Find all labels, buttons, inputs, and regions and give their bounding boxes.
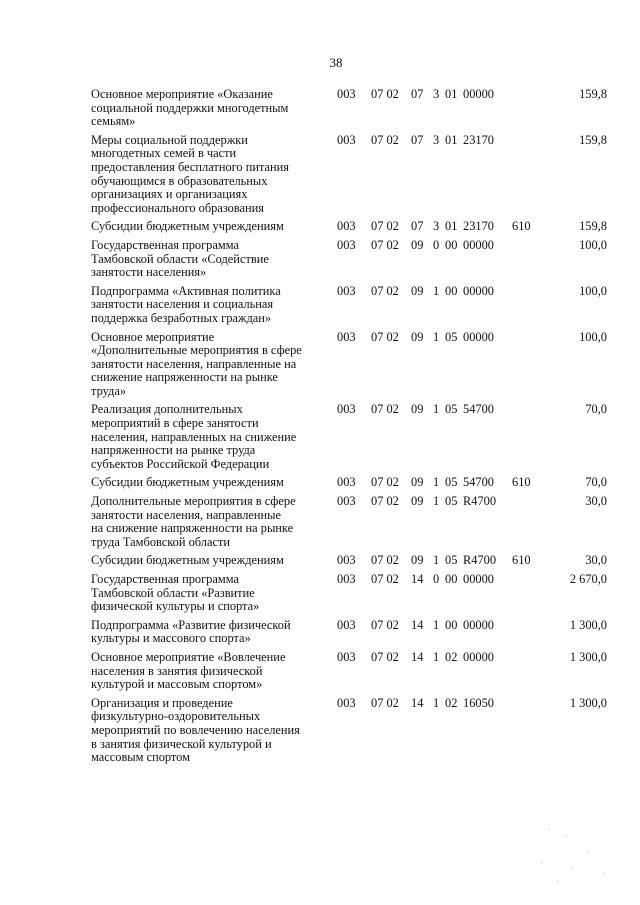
event-code: 00	[445, 237, 458, 252]
direction-code: 54700	[463, 402, 494, 417]
row-description	[91, 495, 327, 549]
description-line: Дополнительные мероприятия в сфере	[91, 494, 296, 509]
program-code: 09	[411, 237, 424, 252]
direction-code: 00000	[463, 649, 494, 664]
event-code: 05	[445, 553, 458, 568]
row-description	[91, 619, 327, 646]
expense-type-code: 610	[512, 475, 531, 490]
section-code: 07 02	[371, 572, 399, 586]
subprogram-code: 0	[433, 572, 440, 586]
amount: 159,8	[579, 87, 607, 101]
description-line: физической культуры и спорта»	[91, 599, 260, 614]
table-row	[91, 239, 611, 280]
description-line: снижение напряженности на рынке	[91, 370, 278, 385]
direction-code: 54700	[463, 475, 494, 490]
amount: 2 670,0	[569, 572, 607, 586]
description-line: культуры и массового спорта»	[91, 631, 251, 646]
row-description	[91, 331, 327, 399]
direction-code: 00000	[463, 329, 494, 344]
section-code: 07 02	[371, 87, 399, 101]
section-code: 07 02	[371, 695, 399, 710]
subprogram-code: 1	[433, 553, 440, 568]
amount: 159,8	[579, 219, 607, 234]
event-code: 01	[445, 219, 458, 234]
row-description	[91, 88, 327, 129]
row-description	[91, 573, 327, 614]
section-code: 07 02	[371, 237, 399, 252]
program-code: 09	[411, 283, 424, 298]
section-code: 07 02	[371, 329, 399, 344]
description-line: субъектов Российской Федерации	[91, 456, 270, 471]
description-line: «Дополнительные мероприятия в сфере	[91, 343, 302, 358]
table-row	[91, 285, 611, 326]
ministry-code: 003	[337, 87, 356, 101]
subprogram-code: 1	[433, 695, 440, 710]
ministry-code: 003	[337, 237, 356, 252]
description-line: Государственная программа	[91, 572, 239, 586]
section-code: 07 02	[371, 219, 399, 234]
table-row	[91, 476, 611, 490]
amount: 100,0	[579, 329, 607, 344]
expense-type-code: 610	[512, 553, 531, 568]
expense-type-code: 610	[512, 219, 531, 234]
direction-code: 23170	[463, 132, 494, 147]
description-line: Реализация дополнительных	[91, 402, 243, 417]
amount: 70,0	[585, 402, 607, 417]
event-code: 05	[445, 494, 458, 509]
event-code: 01	[445, 132, 458, 147]
amount: 70,0	[585, 475, 607, 490]
description-line: мероприятий в сфере занятости	[91, 416, 259, 431]
event-code: 02	[445, 649, 458, 664]
table-row	[91, 220, 611, 234]
table-row	[91, 573, 611, 614]
program-code: 09	[411, 494, 424, 509]
section-code: 07 02	[371, 132, 399, 147]
description-line: массовым спортом	[91, 750, 190, 765]
subprogram-code: 3	[433, 132, 440, 147]
description-line: Субсидии бюджетным учреждениям	[91, 553, 284, 568]
table-row	[91, 134, 611, 216]
program-code: 14	[411, 617, 424, 632]
subprogram-code: 1	[433, 494, 440, 509]
table-row	[91, 495, 611, 549]
program-code: 09	[411, 475, 424, 490]
description-line: профессионального образования	[91, 200, 265, 215]
program-code: 09	[411, 402, 424, 417]
description-line: Основное мероприятие «Вовлечение	[91, 649, 286, 664]
description-line: социальной поддержки многодетным	[91, 100, 289, 115]
description-line: обучающимся в образовательных	[91, 173, 268, 188]
description-line: Основное мероприятие «Оказание	[91, 87, 273, 101]
description-line: физкультурно-оздоровительных	[91, 709, 261, 724]
ministry-code: 003	[337, 402, 356, 417]
description-line: напряженности на рынке труда	[91, 443, 256, 458]
program-code: 14	[411, 572, 424, 586]
table-row	[91, 331, 611, 399]
row-description	[91, 554, 327, 568]
subprogram-code: 1	[433, 402, 440, 417]
direction-code: 00000	[463, 87, 494, 101]
description-line: в занятия физической культурой и	[91, 736, 272, 751]
row-description	[91, 239, 327, 280]
amount: 30,0	[585, 494, 607, 509]
description-line: занятости населения»	[91, 265, 207, 280]
row-description	[91, 220, 327, 234]
ministry-code: 003	[337, 572, 356, 586]
description-line: Меры социальной поддержки	[91, 132, 248, 147]
section-code: 07 02	[371, 402, 399, 417]
amount: 1 300,0	[569, 695, 607, 710]
row-description	[91, 285, 327, 326]
direction-code: 23170	[463, 219, 494, 234]
event-code: 02	[445, 695, 458, 710]
description-line: Тамбовской области «Содействие	[91, 251, 269, 266]
table-row	[91, 88, 611, 129]
description-line: семьям»	[91, 114, 136, 129]
description-line: Тамбовской области «Развитие	[91, 585, 255, 600]
description-line: мероприятий по вовлечению населения	[91, 722, 300, 737]
subprogram-code: 3	[433, 87, 440, 101]
event-code: 05	[445, 329, 458, 344]
ministry-code: 003	[337, 494, 356, 509]
description-line: Субсидии бюджетным учреждениям	[91, 219, 284, 234]
table-row	[91, 697, 611, 765]
event-code: 00	[445, 617, 458, 632]
ministry-code: 003	[337, 553, 356, 568]
description-line: организациях и организациях	[91, 187, 248, 202]
subprogram-code: 1	[433, 329, 440, 344]
amount: 1 300,0	[569, 649, 607, 664]
section-code: 07 02	[371, 649, 399, 664]
event-code: 00	[445, 572, 458, 586]
direction-code: 00000	[463, 617, 494, 632]
description-line: Подпрограмма «Развитие физической	[91, 617, 291, 632]
subprogram-code: 3	[433, 219, 440, 234]
section-code: 07 02	[371, 283, 399, 298]
description-line: культурой и массовым спортом»	[91, 677, 263, 692]
section-code: 07 02	[371, 475, 399, 490]
event-code: 05	[445, 402, 458, 417]
direction-code: 00000	[463, 237, 494, 252]
amount: 1 300,0	[569, 617, 607, 632]
description-line: Государственная программа	[91, 237, 239, 252]
direction-code: R4700	[463, 494, 497, 509]
program-code: 14	[411, 649, 424, 664]
description-line: занятости населения, направленные	[91, 507, 281, 522]
page-number: 38	[329, 55, 343, 70]
description-line: на снижение напряженности на рынке	[91, 521, 294, 536]
ministry-code: 003	[337, 283, 356, 298]
description-line: труда»	[91, 383, 127, 398]
program-code: 09	[411, 329, 424, 344]
program-code: 14	[411, 695, 424, 710]
ministry-code: 003	[337, 475, 356, 490]
ministry-code: 003	[337, 649, 356, 664]
description-line: многодетных семей в части	[91, 146, 237, 161]
description-line: труда Тамбовской области	[91, 534, 231, 549]
subprogram-code: 1	[433, 617, 440, 632]
row-description	[91, 476, 327, 490]
direction-code: 16050	[463, 695, 494, 710]
subprogram-code: 0	[433, 237, 440, 252]
description-line: Подпрограмма «Активная политика	[91, 283, 281, 298]
row-description	[91, 651, 327, 692]
ministry-code: 003	[337, 219, 356, 234]
description-line: Основное мероприятие	[91, 329, 215, 344]
section-code: 07 02	[371, 553, 399, 568]
description-line: поддержка безработных граждан»	[91, 310, 272, 325]
ministry-code: 003	[337, 695, 356, 710]
description-line: занятости населения и социальная	[91, 297, 274, 312]
program-code: 09	[411, 553, 424, 568]
ministry-code: 003	[337, 132, 356, 147]
description-line: Субсидии бюджетным учреждениям	[91, 475, 284, 490]
subprogram-code: 1	[433, 283, 440, 298]
subprogram-code: 1	[433, 475, 440, 490]
ministry-code: 003	[337, 617, 356, 632]
subprogram-code: 1	[433, 649, 440, 664]
event-code: 00	[445, 283, 458, 298]
description-line: населения, направленных на снижение	[91, 429, 297, 444]
row-description	[91, 134, 327, 216]
table-row	[91, 651, 611, 692]
section-code: 07 02	[371, 617, 399, 632]
description-line: предоставления бесплатного питания	[91, 159, 290, 174]
amount: 100,0	[579, 283, 607, 298]
description-line: населения в занятия физической	[91, 663, 263, 678]
table-row	[91, 619, 611, 646]
amount: 100,0	[579, 237, 607, 252]
ministry-code: 003	[337, 329, 356, 344]
direction-code: R4700	[463, 553, 497, 568]
row-description	[91, 697, 327, 765]
row-description	[91, 403, 327, 471]
program-code: 07	[411, 219, 424, 234]
section-code: 07 02	[371, 494, 399, 509]
budget-table	[91, 88, 611, 770]
description-line: Организация и проведение	[91, 695, 233, 710]
amount: 159,8	[579, 132, 607, 147]
program-code: 07	[411, 132, 424, 147]
program-code: 07	[411, 87, 424, 101]
table-row	[91, 403, 611, 471]
direction-code: 00000	[463, 572, 494, 586]
amount: 30,0	[585, 553, 607, 568]
table-row	[91, 554, 611, 568]
description-line: занятости населения, направленные на	[91, 356, 297, 371]
event-code: 05	[445, 475, 458, 490]
direction-code: 00000	[463, 283, 494, 298]
event-code: 01	[445, 87, 458, 101]
